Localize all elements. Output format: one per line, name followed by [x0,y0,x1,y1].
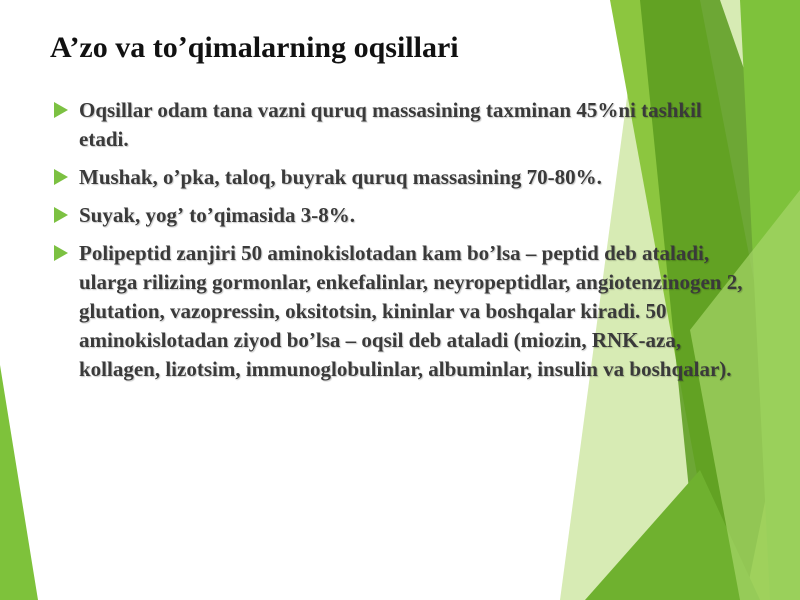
bullet-item [50,239,750,384]
bullet-arrow-icon [54,102,68,118]
bullet-text: Mushak, oʼpka, taloq, buyrak quruq massasining 70-80%. [79,165,602,189]
bullet-arrow-icon [54,245,68,261]
bullet-text: Oqsillar odam tana vazni quruq massasining taxminan 45%ni tashkil etadi. [79,98,702,151]
bullet-item [50,163,750,192]
left-green-stripe [0,365,38,600]
bullet-text: Suyak, yogʼ toʼqimasida 3-8%. [79,203,355,227]
bullet-item [50,96,750,154]
bullet-arrow-icon [54,207,68,223]
bullet-item [50,201,750,230]
bullet-arrow-icon [54,169,68,185]
bullet-list [50,96,750,393]
slide-title: A’zo va toʼqimalarning oqsillari [50,31,459,64]
bullet-text: Polipeptid zanjiri 50 aminokislotadan kam boʼlsa – peptid deb ataladi, ularga rilizing gormonlar, enkefalinlar, neyropeptidlar, angiotenzinogen 2, glutation, vazopressin, oksitotsin, kininlar va boshqalar kiradi. 50 aminokislotadan ziyod boʼlsa – oqsil deb ataladi (miozin, RNK-aza, kollagen, lizotsim, immunoglobulinlar, albuminlar, insulin va boshqalar). [79,241,743,381]
